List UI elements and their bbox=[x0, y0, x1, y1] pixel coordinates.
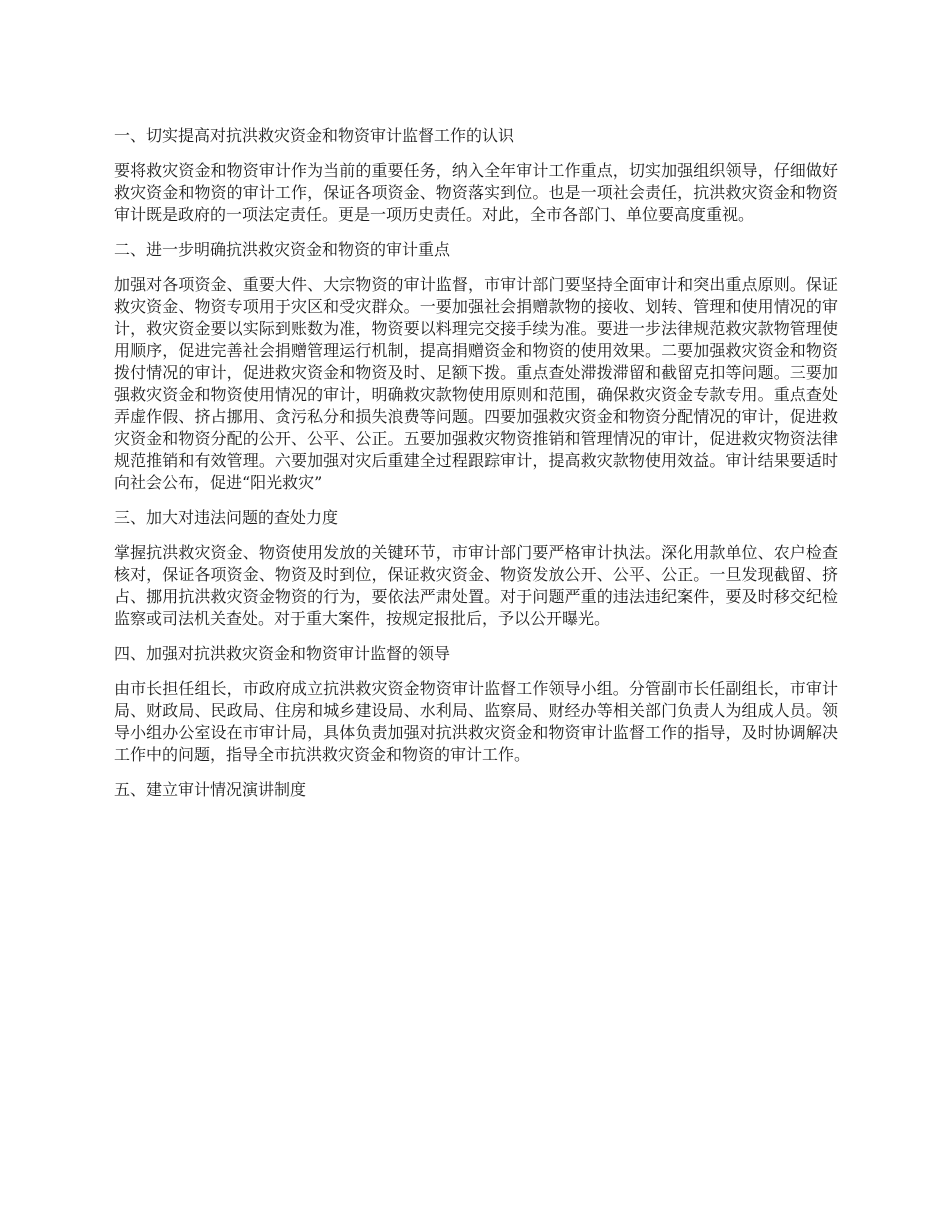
section-3-body: 掌握抗洪救灾资金、物资使用发放的关键环节，市审计部门要严格审计执法。深化用款单位、农户检查核对，保证各项资金、物资及时到位，保证救灾资金、物资发放公开、公平、公正。一旦发现截留、挤占、挪用抗洪救灾资金物资的行为，要依法严肃处置。对于问题严重的违法违纪案件，要及时移交纪检监察或司法机关查处。对于重大案件，按规定报批后，予以公开曝光。 bbox=[114, 543, 838, 628]
section-2-heading: 二、进一步明确抗洪救灾资金和物资的审计重点 bbox=[114, 240, 451, 259]
section-2-body: 加强对各项资金、重要大件、大宗物资的审计监督，市审计部门要坚持全面审计和突出重点原则。保证救灾资金、物资专项用于灾区和受灾群众。一要加强社会捐赠款物的接收、划转、管理和使用情况的审计，救灾资金要以实际到账数为准，物资要以料理完交接手续为准。要进一步法律规范救灾款物管理使用顺序，促进完善社会捐赠管理运行机制，提高捐赠资金和物资的使用效果。二要加强救灾资金和物资拨付情况的审计，促进救灾资金和物资及时、足额下拨。重点查处滞拨滞留和截留克扣等问题。三要加强救灾资金和物资使用情况的审计，明确救灾款物使用原则和范围，确保救灾资金专款专用。重点查处弄虚作假、挤占挪用、贪污私分和损失浪费等问题。四要加强救灾资金和物资分配情况的审计，促进救灾资金和物资分配的公开、公平、公正。五要加强救灾物资推销和管理情况的审计，促进救灾物资法律规范推销和有效管理。六要加强对灾后重建全过程跟踪审计，提高救灾款物使用效益。审计结果要适时向社会公布，促进“阳光救灾” bbox=[114, 275, 838, 492]
section-4-heading: 四、加强对抗洪救灾资金和物资审计监督的领导 bbox=[114, 644, 451, 663]
section-5-heading: 五、建立审计情况演讲制度 bbox=[114, 780, 307, 799]
section-1-body: 要将救灾资金和物资审计作为当前的重要任务，纳入全年审计工作重点，切实加强组织领导，仔细做好救灾资金和物资的审计工作，保证各项资金、物资落实到位。也是一项社会责任，抗洪救灾资金和物资审计既是政府的一项法定责任。更是一项历史责任。对此，全市各部门、单位要高度重视。 bbox=[114, 161, 838, 224]
section-4-body: 由市长担任组长，市政府成立抗洪救灾资金物资审计监督工作领导小组。分管副市长任副组长，市审计局、财政局、民政局、住房和城乡建设局、水利局、监察局、财经办等相关部门负责人为组成人员。领导小组办公室设在市审计局，具体负责加强对抗洪救灾资金和物资审计监督工作的指导，及时协调解决工作中的问题，指导全市抗洪救灾资金和物资的审计工作。 bbox=[114, 679, 838, 764]
section-1-heading: 一、切实提高对抗洪救灾资金和物资审计监督工作的认识 bbox=[114, 126, 515, 145]
section-3-heading: 三、加大对违法问题的查处力度 bbox=[114, 508, 339, 527]
document-page bbox=[114, 125, 838, 814]
